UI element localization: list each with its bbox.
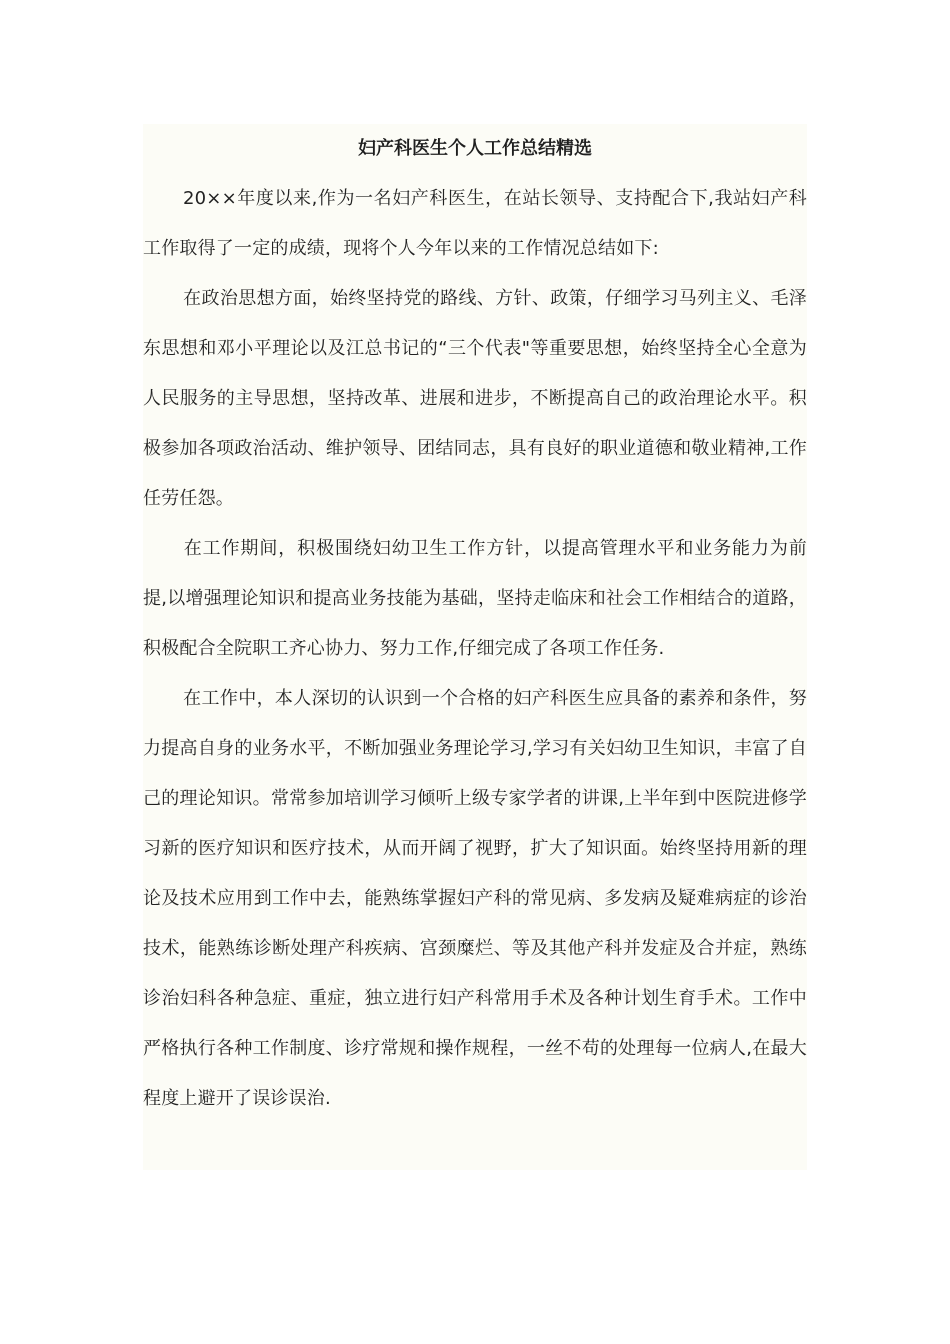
paragraph-political [143, 274, 807, 524]
document-body [143, 124, 807, 1170]
paragraph-work-period [143, 524, 807, 674]
paragraph-in-work [143, 674, 807, 1124]
paragraph-text: 20××年度以来,作为一名妇产科医生，在站长领导、支持配合下,我站妇产科工作取得了一定的成绩，现将个人今年以来的工作情况总结如下: [143, 188, 807, 259]
paragraph-text: 在工作中，本人深切的认识到一个合格的妇产科医生应具备的素养和条件，努力提高自身的业务水平，不断加强业务理论学习,学习有关妇幼卫生知识，丰富了自己的理论知识。常常参加培训学习倾听上级专家学者的讲课,上半年到中医院进修学习新的医疗知识和医疗技术，从而开阔了视野，扩大了知识面。始终坚持用新的理论及技术应用到工作中去，能熟练掌握妇产科的常见病、多发病及疑难病症的诊治技术，能熟练诊断处理产科疾病、宫颈糜烂、等及其他产科并发症及合并症，熟练诊治妇科各种急症、重症，独立进行妇产科常用手术及各种计划生育手术。工作中严格执行各种工作制度、诊疗常规和操作规程，一丝不苟的处理每一位病人,在最大程度上避开了误诊误治. [143, 688, 807, 1109]
paragraph-text: 在工作期间，积极围绕妇幼卫生工作方针，以提高管理水平和业务能力为前提,以增强理论知识和提高业务技能为基础，坚持走临床和社会工作相结合的道路，积极配合全院职工齐心协力、努力工作,仔细完成了各项工作任务. [143, 538, 807, 659]
paragraph-text: 在政治思想方面，始终坚持党的路线、方针、政策，仔细学习马列主义、毛泽东思想和邓小平理论以及江总书记的“三个代表"等重要思想，始终坚持全心全意为人民服务的主导思想，坚持改革、进展和进步，不断提高自己的政治理论水平。积极参加各项政治活动、维护领导、团结同志，具有良好的职业道德和敬业精神,工作任劳任怨。 [143, 288, 807, 509]
document-title: 妇产科医生个人工作总结精选 [358, 138, 592, 159]
paragraph-intro [143, 174, 807, 274]
